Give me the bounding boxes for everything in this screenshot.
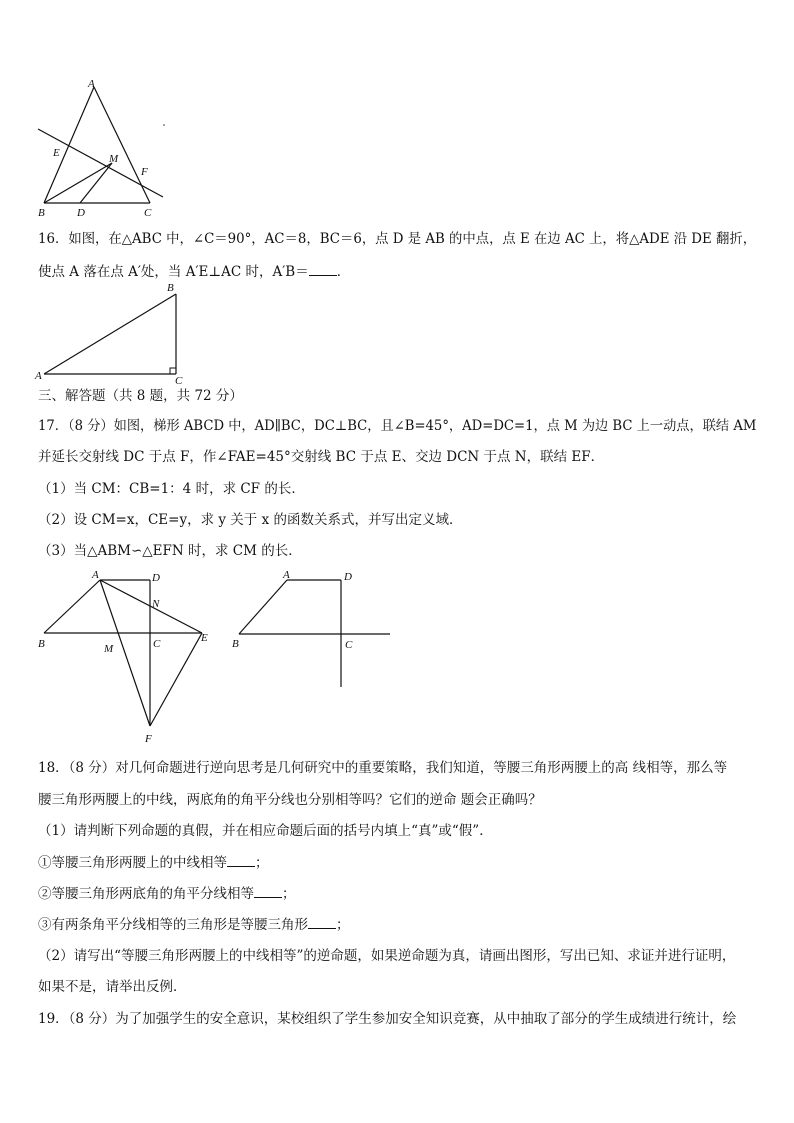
- label-b: B: [232, 638, 239, 650]
- stray-dot: [163, 124, 165, 126]
- segment-dm: [80, 163, 112, 203]
- q18-item2-text: ②等腰三角形两底角的角平分线相等: [38, 886, 254, 902]
- q18-sub1: （1）请判断下列命题的真假，并在相应命题后面的括号内填上“真”或“假”．: [38, 823, 493, 839]
- label-c: C: [175, 375, 183, 387]
- label-e: E: [53, 147, 60, 159]
- edge-ab: [44, 294, 176, 374]
- q18-item2: [38, 885, 296, 902]
- figure-q17-blank: [225, 565, 400, 695]
- label-a: A: [88, 78, 95, 90]
- q18-line1: 18．（8 分）对几何命题进行逆向思考是几何研究中的重要策略，我们知道，等腰三角形两腰上的高 线相等，那么等: [38, 760, 728, 776]
- q18-item1-text: ①等腰三角形两腰上的中线相等: [38, 855, 227, 871]
- label-d: D: [152, 572, 160, 584]
- label-c: C: [144, 207, 152, 219]
- q17-sub1: （1）当 CM：CB=1：4 时，求 CF 的长．: [38, 481, 305, 497]
- q17-line1: 17．（8 分）如图，梯形 ABCD 中，AD∥BC，DC⊥BC，且∠B=45°，AD=DC=1，点 M 为边 BC 上一动点，联结 AM: [38, 418, 757, 434]
- section-3-title: 三、解答题（共 8 题，共 72 分）: [38, 388, 243, 404]
- figure-q16: [30, 280, 190, 390]
- figure-q15: [30, 75, 190, 223]
- label-n: N: [152, 598, 160, 610]
- label-f: F: [141, 166, 148, 178]
- label-d: D: [77, 207, 85, 219]
- edge-ab: [239, 580, 287, 634]
- label-b: B: [38, 638, 45, 650]
- label-d: D: [344, 571, 352, 583]
- q16-line2-text: 使点 A 落在点 A′处，当 A′E⊥AC 时，A′B＝: [38, 264, 309, 280]
- q18-item3-blank[interactable]: [308, 916, 336, 929]
- figure-q17-blank-svg: [225, 565, 400, 695]
- q18-line2: 腰三角形两腰上的中线，两底角的角平分线也分别相等吗？它们的逆命 题会正确吗？: [38, 792, 542, 808]
- q17-line2: 并延长交射线 DC 于点 F，作∠FAE=45°交射线 BC 于点 E、交边 DCN 于点 N，联结 EF．: [38, 449, 605, 465]
- q16-line2: [38, 263, 350, 280]
- segment-bm: [44, 163, 112, 203]
- q16-answer-blank[interactable]: [309, 263, 337, 276]
- label-b: B: [167, 282, 174, 294]
- q17-sub3: （3）当△ABM∽△EFN 时，求 CM 的长．: [38, 543, 302, 559]
- label-m: M: [109, 153, 119, 165]
- edge-ab: [44, 580, 100, 633]
- q18-item1: [38, 854, 269, 871]
- label-f: F: [145, 733, 152, 745]
- q18-item2-end: ；: [282, 886, 296, 902]
- label-a: A: [92, 569, 99, 581]
- figure-q16-svg: [30, 280, 190, 390]
- q19-line1: 19．（8 分）为了加强学生的安全意识，某校组织了学生参加安全知识竞赛，从中抽取了部分的学生成绩进行统计，绘: [38, 1011, 737, 1027]
- q18-item1-end: ；: [255, 855, 269, 871]
- right-angle-mark: [170, 368, 176, 374]
- figure-q15-svg: [30, 75, 190, 223]
- q18-item1-blank[interactable]: [227, 854, 255, 867]
- cutting-line: [38, 129, 163, 197]
- q18-sub2-line1: （2）请写出“等腰三角形两腰上的中线相等”的逆命题，如果逆命题为真，请画出图形，写出已知、求证并进行证明，: [38, 948, 736, 964]
- label-c: C: [153, 638, 161, 650]
- label-m: M: [104, 643, 114, 655]
- q18-sub2-line2: 如果不是，请举出反例．: [38, 979, 187, 995]
- figure-q17-main: [30, 565, 230, 750]
- q17-sub2: （2）设 CM=x，CE=y，求 y 关于 x 的函数关系式，并写出定义域．: [38, 512, 463, 528]
- q18-item3-end: ；: [336, 917, 350, 933]
- q18-item3-text: ③有两条角平分线相等的三角形是等腰三角形: [38, 917, 308, 933]
- label-b: B: [38, 207, 45, 219]
- label-c: C: [345, 639, 353, 651]
- label-a: A: [283, 569, 290, 581]
- q16-line1: 16．如图，在△ABC 中，∠C＝90°，AC＝8，BC＝6，点 D 是 AB 的中点，点 E 在边 AC 上，将△ADE 沿 DE 翻折，: [38, 231, 757, 247]
- label-e: E: [201, 632, 208, 644]
- q16-line2-end: ．: [336, 264, 351, 280]
- q18-item3: [38, 916, 350, 933]
- figure-q17-main-svg: [30, 565, 230, 750]
- edge-ab: [44, 87, 94, 203]
- q18-item2-blank[interactable]: [254, 885, 282, 898]
- label-a: A: [35, 370, 42, 382]
